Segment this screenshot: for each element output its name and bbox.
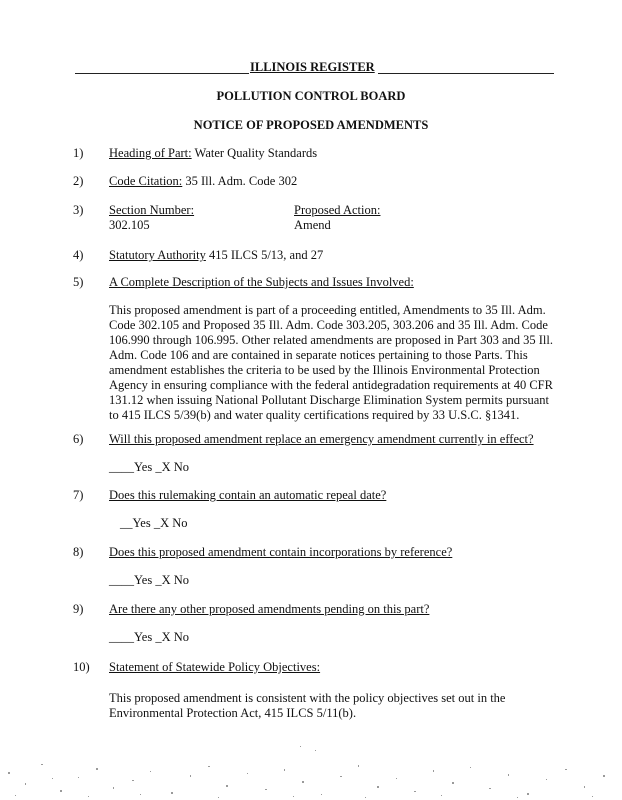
- item-number: 9): [73, 602, 84, 616]
- paragraph-line: Adm. Code 106 and are contained in separate notices pertaining to those Parts. This: [109, 348, 528, 362]
- notice-title: NOTICE OF PROPOSED AMENDMENTS: [193, 118, 429, 132]
- item-heading-of-part: [109, 146, 317, 161]
- answer-emergency-amendment: ____Yes _X No: [109, 460, 189, 474]
- item-number: 1): [73, 146, 84, 160]
- item-number: 6): [73, 432, 84, 446]
- question-incorporations: Does this proposed amendment contain incorporations by reference?: [109, 545, 453, 559]
- question-emergency-amendment: Will this proposed amendment replace an emergency amendment currently in effect?: [109, 432, 534, 446]
- policy-paragraph: [109, 691, 554, 721]
- item-label-policy-objectives: Statement of Statewide Policy Objectives:: [109, 660, 321, 674]
- paragraph-line: Environmental Protection Act, 415 ILCS 5/11(b).: [109, 706, 357, 720]
- description-paragraph: [109, 303, 554, 423]
- paragraph-line: amendment establishes the criteria to be used by the Illinois Environmental Protection: [109, 363, 540, 377]
- board-title: POLLUTION CONTROL BOARD: [216, 89, 406, 103]
- item-label: Heading of Part:: [109, 146, 192, 160]
- answer-incorporations: ____Yes _X No: [109, 573, 189, 587]
- item-value: 35 Ill. Adm. Code 302: [185, 174, 298, 188]
- header-rule-right: [378, 73, 554, 74]
- proposed-action-label: Proposed Action:: [294, 203, 381, 217]
- item-number: 7): [73, 488, 84, 502]
- paragraph-line: Agency in ensuring compliance with the federal antidegradation requirements at 40 CFR: [109, 378, 553, 392]
- proposed-action-value: Amend: [294, 218, 331, 232]
- item-value: Water Quality Standards: [194, 146, 318, 160]
- item-number: 4): [73, 248, 84, 262]
- item-label-description: A Complete Description of the Subjects and Issues Involved:: [109, 275, 414, 289]
- item-label: Code Citation:: [109, 174, 183, 188]
- item-number: 10): [73, 660, 90, 674]
- item-number: 2): [73, 174, 84, 188]
- item-value: 415 ILCS 5/13, and 27: [209, 248, 324, 262]
- paragraph-line: 131.12 when issuing National Pollutant Discharge Elimination System permits pursuant: [109, 393, 550, 407]
- header-rule-left: [75, 73, 249, 74]
- item-statutory-authority: [109, 248, 323, 263]
- item-code-citation: [109, 174, 297, 189]
- answer-pending-amendments: ____Yes _X No: [109, 630, 189, 644]
- scan-noise: [0, 742, 622, 800]
- question-pending-amendments: Are there any other proposed amendments pending on this part?: [109, 602, 430, 616]
- answer-repeal-date: __Yes _X No: [120, 516, 188, 530]
- paragraph-line: Code 302.105 and Proposed 35 Ill. Adm. Code 303.205, 303.206 and 35 Ill. Adm. Code: [109, 318, 548, 332]
- paragraph-line: to 415 ILCS 5/39(b) and water quality certifications required by 33 U.S.C. §1341.: [109, 408, 520, 422]
- section-number-label: Section Number:: [109, 203, 195, 217]
- register-title: ILLINOIS REGISTER: [250, 60, 375, 74]
- paragraph-line: This proposed amendment is part of a proceeding entitled, Amendments to 35 Ill. Adm.: [109, 303, 546, 317]
- paragraph-line: 106.990 through 106.995. Other related amendments are proposed in Part 303 and 35 Ill.: [109, 333, 554, 347]
- item-number: 8): [73, 545, 84, 559]
- item-label: Statutory Authority: [109, 248, 206, 262]
- question-repeal-date: Does this rulemaking contain an automatic repeal date?: [109, 488, 387, 502]
- paragraph-line: This proposed amendment is consistent with the policy objectives set out in the: [109, 691, 506, 705]
- section-number-value: 302.105: [109, 218, 150, 232]
- item-number: 5): [73, 275, 84, 289]
- item-number: 3): [73, 203, 84, 217]
